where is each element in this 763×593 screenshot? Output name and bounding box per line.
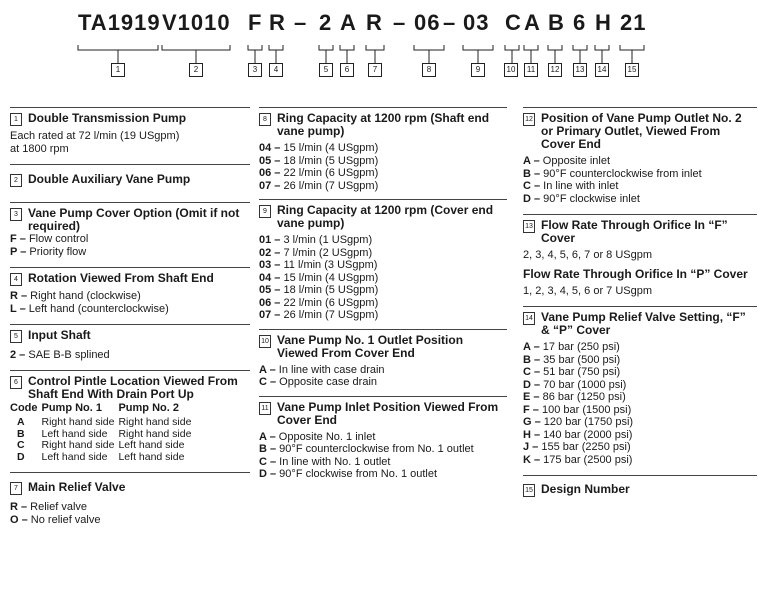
option-item: B – 90°F counterclockwise from inlet xyxy=(523,167,702,180)
option-item: 2 – SAE B-B splined xyxy=(10,349,110,361)
option-item: 05 – 18 l/min (5 USgpm) xyxy=(259,284,379,296)
position-number-box: 15 xyxy=(625,63,639,77)
option-item: E – 86 bar (1250 psi) xyxy=(523,391,626,403)
position-number-box: 4 xyxy=(269,63,283,77)
section-title: Vane Pump Cover Option (Omit if not required) xyxy=(28,206,240,233)
option-item: F – 100 bar (1500 psi) xyxy=(523,403,632,416)
option-item: C – Opposite case drain xyxy=(259,376,378,388)
code-segment-14: H xyxy=(595,10,612,35)
table-row: B Left hand side Right hand side xyxy=(16,427,192,440)
option-item: D – 90°F clockwise inlet xyxy=(523,192,640,205)
option-item: 06 – 22 l/min (6 USgpm) xyxy=(259,167,379,179)
option-item: A – Opposite No. 1 inlet xyxy=(259,430,376,443)
section-title: Input Shaft xyxy=(28,328,91,342)
option-item: 07 – 26 l/min (7 USgpm) xyxy=(259,309,379,321)
option-item: C – 51 bar (750 psi) xyxy=(523,366,621,378)
section-number: 1 xyxy=(10,113,22,126)
column-2 xyxy=(259,107,507,484)
code-dash: – xyxy=(393,10,407,35)
position-number-box: 13 xyxy=(573,63,587,77)
column-header: Code xyxy=(10,401,38,414)
section-title: Vane Pump Relief Valve Setting, “F” & “P” Cover xyxy=(541,310,746,337)
position-number-box: 10 xyxy=(504,63,518,77)
position-number-box: 7 xyxy=(368,63,382,77)
section-subtitle: Flow Rate Through Orifice In “P” Cover xyxy=(523,266,748,281)
position-number-box: 1 xyxy=(111,63,125,77)
code-segment-12: B xyxy=(548,10,565,35)
section-1 xyxy=(10,107,250,158)
option-item: B – 90°F counterclockwise from No. 1 outlet xyxy=(259,443,474,455)
position-number-box: 3 xyxy=(248,63,262,77)
section-number: 14 xyxy=(523,312,535,325)
section-number: 13 xyxy=(523,220,535,233)
position-number-box: 5 xyxy=(319,63,333,77)
section-number: 4 xyxy=(10,273,22,286)
section-number: 12 xyxy=(523,113,535,126)
code-segment-3: F xyxy=(248,10,263,35)
section-number: 10 xyxy=(259,335,271,348)
section-7 xyxy=(10,472,250,529)
section-text: at 1800 rpm xyxy=(10,142,69,155)
position-number-box: 9 xyxy=(471,63,485,77)
code-dash: – xyxy=(294,10,308,35)
table-row: A Right hand side Right hand side xyxy=(16,416,192,428)
section-11 xyxy=(259,396,507,484)
section-title: Double Auxiliary Vane Pump xyxy=(28,172,191,186)
code-segment-15: 21 xyxy=(620,10,647,35)
section-text: Each rated at 72 l/min (19 USgpm) xyxy=(10,130,180,142)
section-title: Position of Vane Pump Outlet No. 2 or Primary Outlet, Viewed From Cover End xyxy=(541,111,742,151)
model-code-diagram xyxy=(0,0,763,85)
section-3 xyxy=(10,202,250,261)
section-number: 11 xyxy=(259,402,271,415)
position-number-box: 2 xyxy=(189,63,203,77)
option-item: 07 – 26 l/min (7 USgpm) xyxy=(259,179,379,192)
position-number-box: 6 xyxy=(340,63,354,77)
section-number: 3 xyxy=(10,208,22,221)
option-item: J – 155 bar (2250 psi) xyxy=(523,441,631,453)
position-number-box: 8 xyxy=(422,63,436,77)
code-segment-6: A xyxy=(340,10,357,35)
option-item: B – 35 bar (500 psi) xyxy=(523,353,621,366)
section-text: 2, 3, 4, 5, 6, 7 or 8 USgpm xyxy=(523,249,653,261)
section-2 xyxy=(10,164,250,196)
option-item: A – 17 bar (250 psi) xyxy=(523,341,620,353)
option-item: G – 120 bar (1750 psi) xyxy=(523,416,634,428)
section-6 xyxy=(10,370,250,467)
section-9 xyxy=(259,199,507,325)
option-item: 05 – 18 l/min (5 USgpm) xyxy=(259,154,379,167)
section-8 xyxy=(259,107,507,195)
section-number: 9 xyxy=(259,205,271,218)
option-item: P – Priority flow xyxy=(10,245,87,258)
section-title: Ring Capacity at 1200 rpm (Shaft end vane pump) xyxy=(277,111,490,138)
option-item: A – In line with case drain xyxy=(259,363,385,376)
option-item: H – 140 bar (2000 psi) xyxy=(523,428,633,441)
section-number: 6 xyxy=(10,376,22,389)
option-item: L – Left hand (counterclockwise) xyxy=(10,302,169,315)
column-header: Pump No. 2 xyxy=(118,401,179,414)
option-item: 03 – 11 l/min (3 USgpm) xyxy=(259,259,378,271)
column-1 xyxy=(10,107,250,529)
column-3 xyxy=(523,107,757,500)
option-item: C – In line with No. 1 outlet xyxy=(259,455,391,468)
section-title: Rotation Viewed From Shaft End xyxy=(28,271,214,285)
section-5 xyxy=(10,324,250,365)
code-segment-5: 2 xyxy=(319,10,333,35)
section-12 xyxy=(523,107,757,208)
option-item: 06 – 22 l/min (6 USgpm) xyxy=(259,296,379,309)
position-number-box: 14 xyxy=(595,63,609,77)
option-item: 04 – 15 l/min (4 USgpm) xyxy=(259,142,379,154)
option-item: C – In line with inlet xyxy=(523,180,619,192)
section-number: 15 xyxy=(523,484,535,497)
section-13 xyxy=(523,214,757,300)
code-segment-10: C xyxy=(505,10,522,35)
option-item: F – Flow control xyxy=(10,233,89,245)
code-segment-11: A xyxy=(524,10,541,35)
code-segment-4: R xyxy=(269,10,286,35)
option-item: 01 – 3 l/min (1 USgpm) xyxy=(259,234,373,246)
code-segment-13: 6 xyxy=(573,10,587,35)
code-segment-8: 06 xyxy=(414,10,441,35)
code-segment-1: TA1919 xyxy=(78,10,161,35)
option-item: O – No relief valve xyxy=(10,513,101,526)
option-item: D – 90°F clockwise from No. 1 outlet xyxy=(259,468,438,480)
code-segment-2: V1010 xyxy=(162,10,231,35)
code-dash: – xyxy=(443,10,457,35)
section-10 xyxy=(259,329,507,392)
position-number-box: 11 xyxy=(524,63,538,77)
section-15 xyxy=(523,475,757,500)
option-item: K – 175 bar (2500 psi) xyxy=(523,453,633,466)
section-title: Ring Capacity at 1200 rpm (Cover end vane pump) xyxy=(277,203,494,230)
option-item: R – Relief valve xyxy=(10,501,88,513)
option-item: D – 70 bar (1000 psi) xyxy=(523,378,627,391)
section-title: Flow Rate Through Orifice In “F” Cover xyxy=(541,218,728,245)
option-item: 02 – 7 l/min (2 USgpm) xyxy=(259,246,373,259)
option-item: A – Opposite inlet xyxy=(523,155,611,167)
section-number: 5 xyxy=(10,330,22,343)
option-item: 04 – 15 l/min (4 USgpm) xyxy=(259,271,379,284)
section-title: Main Relief Valve xyxy=(28,480,126,494)
section-number: 2 xyxy=(10,174,22,187)
table-row: C Right hand side Left hand side xyxy=(16,439,185,451)
section-text: 1, 2, 3, 4, 5, 6 or 7 USgpm xyxy=(523,284,653,297)
section-title: Double Transmission Pump xyxy=(28,111,187,125)
section-title: Design Number xyxy=(541,482,630,496)
section-title: Control Pintle Location Viewed From Shaft End With Drain Port Up xyxy=(28,373,238,401)
code-segment-7: R xyxy=(366,10,383,35)
pintle-table xyxy=(10,403,195,464)
column-header: Pump No. 1 xyxy=(41,401,103,414)
section-4 xyxy=(10,267,250,318)
section-14 xyxy=(523,306,757,469)
position-number-box: 12 xyxy=(548,63,562,77)
code-segment-9: 03 xyxy=(463,10,490,35)
section-number: 8 xyxy=(259,113,271,126)
option-item: R – Right hand (clockwise) xyxy=(10,290,141,302)
section-title: Vane Pump No. 1 Outlet Position Viewed From Cover End xyxy=(277,332,464,360)
table-row: D Left hand side Left hand side xyxy=(16,450,185,463)
section-title: Vane Pump Inlet Position Viewed From Cover End xyxy=(277,399,499,427)
section-number: 7 xyxy=(10,482,22,495)
